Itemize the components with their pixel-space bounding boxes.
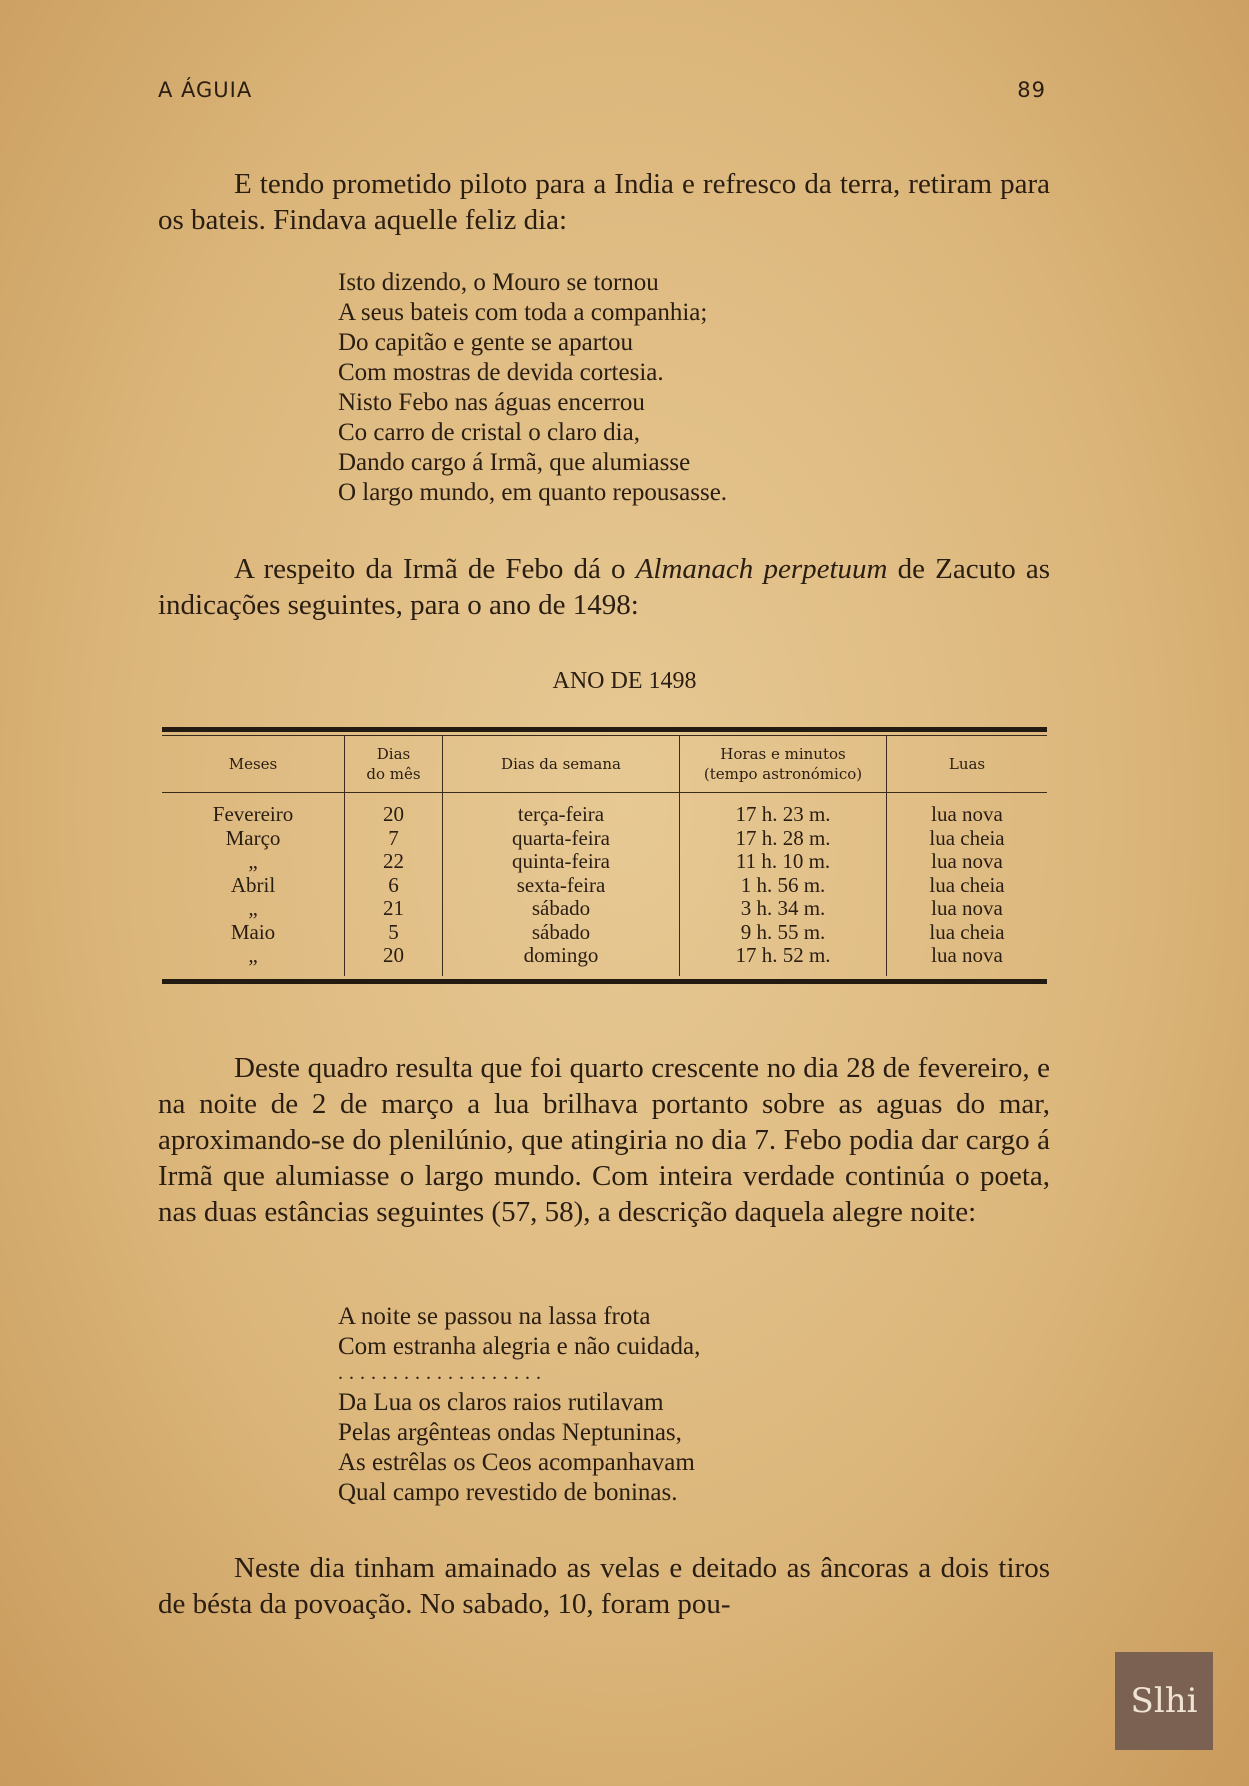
verse-line: Dando cargo á Irmã, que alumiasse <box>338 449 691 476</box>
cell-day: 21 <box>345 897 443 921</box>
paragraph-1 <box>158 166 1050 238</box>
verse-line: Do capitão e gente se apartou <box>338 329 634 356</box>
table-row <box>162 921 1047 945</box>
verse-line: Pelas argênteas ondas Neptuninas, <box>338 1419 682 1446</box>
moon-phase-table <box>162 727 1047 984</box>
cell-moon: lua nova <box>887 850 1048 874</box>
cell-day: 20 <box>345 944 443 976</box>
journal-title: A ÁGUIA <box>158 78 253 102</box>
paragraph-4 <box>158 1550 1050 1622</box>
cell-month: „ <box>248 849 258 873</box>
paragraph-1-text: E tendo prometido piloto para a India e refresco da terra, retiram para os bateis. Findava aquelle feliz dia: <box>158 168 1050 236</box>
cell-month: Fevereiro <box>212 802 294 826</box>
table-row <box>162 793 1047 827</box>
cell-day: 7 <box>345 827 443 851</box>
cell-time: 11 h. 10 m. <box>680 850 887 874</box>
cell-day: 5 <box>345 921 443 945</box>
verse-line: Com mostras de devida cortesia. <box>338 359 664 386</box>
verse-line: Qual campo revestido de boninas. <box>338 1479 678 1506</box>
cell-month: „ <box>248 896 258 920</box>
verse-line: As estrêlas os Ceos acompanhavam <box>338 1449 695 1476</box>
cell-time: 3 h. 34 m. <box>680 897 887 921</box>
table-row <box>162 874 1047 898</box>
cell-time: 1 h. 56 m. <box>680 874 887 898</box>
verse-line: Da Lua os claros raios rutilavam <box>338 1389 664 1416</box>
paragraph-4-text: Neste dia tinham amainado as velas e deitado as âncoras a dois tiros de bésta da povoação. No sabado, 10, foram pou- <box>158 1552 1050 1620</box>
verse-ellipsis: ................... <box>338 1362 547 1384</box>
paragraph-3-text: Deste quadro resulta que foi quarto crescente no dia 28 de fevereiro, e na noite de 2 de março a lua brilhava portanto sobre as aguas do mar, aproximando-se do plenilúnio, que atingiria no dia 7. Febo podia dar cargo á Irmã que alumiasse o largo mundo. Com inteira verdade continúa o poeta, nas duas estâncias seguintes (57, 58), a descrição daquela alegre noite: <box>158 1052 1050 1228</box>
header-day-of-month: Dias do mês <box>345 736 443 793</box>
almanach-title: Almanach perpetuum <box>635 553 888 585</box>
table-title: ANO DE 1498 <box>552 668 697 694</box>
cell-day: 20 <box>345 793 443 827</box>
verse-line: Nisto Febo nas águas encerrou <box>338 389 645 416</box>
cell-day: 22 <box>345 850 443 874</box>
cell-moon: lua cheia <box>887 874 1048 898</box>
cell-time: 17 h. 23 m. <box>680 793 887 827</box>
cell-time: 17 h. 28 m. <box>680 827 887 851</box>
table-header-row <box>162 736 1047 793</box>
paragraph-2 <box>158 551 1050 623</box>
cell-month: „ <box>248 943 258 967</box>
verse-line: O largo mundo, em quanto repousasse. <box>338 479 728 506</box>
verse-line: Isto dizendo, o Mouro se tornou <box>338 269 659 296</box>
library-stamp: Slhi <box>1115 1652 1213 1750</box>
cell-weekday: quinta-feira <box>443 850 680 874</box>
verse-stanza-2 <box>338 1302 700 1362</box>
header-weekday: Dias da semana <box>443 736 680 793</box>
cell-time: 9 h. 55 m. <box>680 921 887 945</box>
verse-line: Co carro de cristal o claro dia, <box>338 419 640 446</box>
paragraph-2-start: A respeito da Irmã de Febo dá o <box>234 553 636 585</box>
table-row <box>162 897 1047 921</box>
cell-moon: lua nova <box>887 944 1048 976</box>
verse-stanza-3 <box>338 1388 695 1508</box>
cell-moon: lua cheia <box>887 827 1048 851</box>
header-moon: Luas <box>887 736 1048 793</box>
cell-moon: lua cheia <box>887 921 1048 945</box>
header-time: Horas e minutos (tempo astronómico) <box>680 736 887 793</box>
cell-weekday: sábado <box>443 921 680 945</box>
cell-weekday: domingo <box>443 944 680 976</box>
header-months: Meses <box>162 736 345 793</box>
verse-line: A seus bateis com toda a companhia; <box>338 299 708 326</box>
cell-time: 17 h. 52 m. <box>680 944 887 976</box>
page-number: 89 <box>1017 78 1046 102</box>
verse-stanza-1 <box>338 268 727 508</box>
verse-line: A noite se passou na lassa frota <box>338 1303 651 1330</box>
paragraph-2-end: de Zacuto as indicações seguintes, para o ano de 1498: <box>158 553 1050 621</box>
cell-weekday: sábado <box>443 897 680 921</box>
paragraph-3 <box>158 1050 1050 1230</box>
cell-month: Abril <box>230 872 276 897</box>
paragraph-2-text <box>158 551 1050 623</box>
cell-month: Maio <box>230 919 276 944</box>
verse-line: Com estranha alegria e não cuidada, <box>338 1333 701 1360</box>
table-row <box>162 827 1047 851</box>
cell-moon: lua nova <box>887 793 1048 827</box>
cell-day: 6 <box>345 874 443 898</box>
cell-weekday: sexta-feira <box>443 874 680 898</box>
table-row <box>162 944 1047 976</box>
page-header <box>158 78 1046 108</box>
table-row <box>162 850 1047 874</box>
cell-weekday: quarta-feira <box>443 827 680 851</box>
cell-weekday: terça-feira <box>443 793 680 827</box>
cell-month: Março <box>225 825 281 850</box>
cell-moon: lua nova <box>887 897 1048 921</box>
